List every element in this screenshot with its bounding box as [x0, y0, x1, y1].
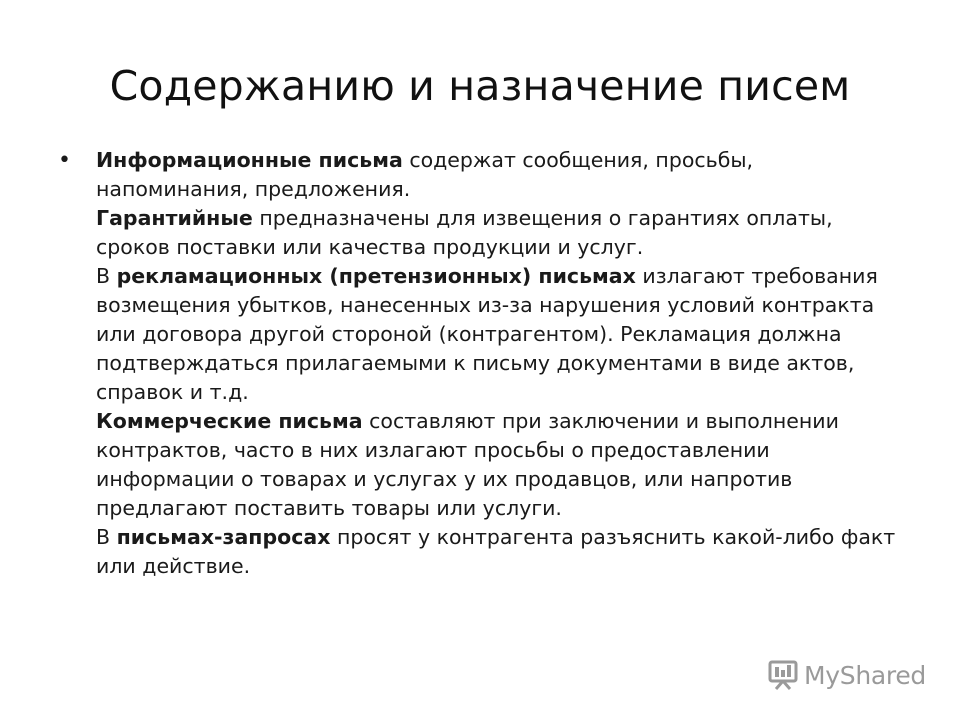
bullet-marker: • [58, 148, 71, 173]
paragraph-description: излагают требования возмещения убытков, нанесенных из-за нарушения условий контракта или договора другой стороной (контрагентом). Рекламация должна подтверждаться прилагаемыми к письму документами в виде актов, справок и т.д. [96, 264, 878, 404]
paragraph-description: составляют при заключении и выполнении контрактов, часто в них излагают просьбы о предоставлении информации о товарах и услугах у их продавцов, или напротив предлагают поставить товары или услуги. [96, 409, 839, 520]
paragraph-guarantee [96, 204, 908, 262]
paragraph-description: просят у контрагента разъяснить какой-либо факт или действие. [96, 525, 896, 578]
presentation-board-icon [766, 658, 800, 692]
paragraph-term: Коммерческие письма [96, 409, 363, 433]
paragraph-term: Гарантийные [96, 206, 253, 230]
logo-text: MyShared [804, 660, 926, 690]
paragraph-term: рекламационных (претензионных) письмах [116, 264, 636, 288]
paragraph-description: предназначены для извещения о гарантиях оплаты, сроков поставки или качества продукции и услуг. [96, 206, 833, 259]
paragraph-lead: В [96, 525, 117, 549]
slide-title: Содержанию и назначение писем [109, 62, 851, 110]
paragraph-inquiry [96, 523, 908, 581]
paragraph-commercial [96, 407, 908, 523]
paragraph-term: письмах-запросах [116, 525, 331, 549]
bullet-text [96, 146, 908, 581]
paragraph-term: Информационные письма [96, 148, 403, 172]
paragraph-description: содержат сообщения, просьбы, напоминания, предложения. [96, 148, 754, 201]
paragraph-informational [96, 146, 908, 204]
paragraph-claim [96, 262, 908, 407]
myshared-logo [766, 655, 926, 695]
paragraph-lead: В [96, 264, 117, 288]
